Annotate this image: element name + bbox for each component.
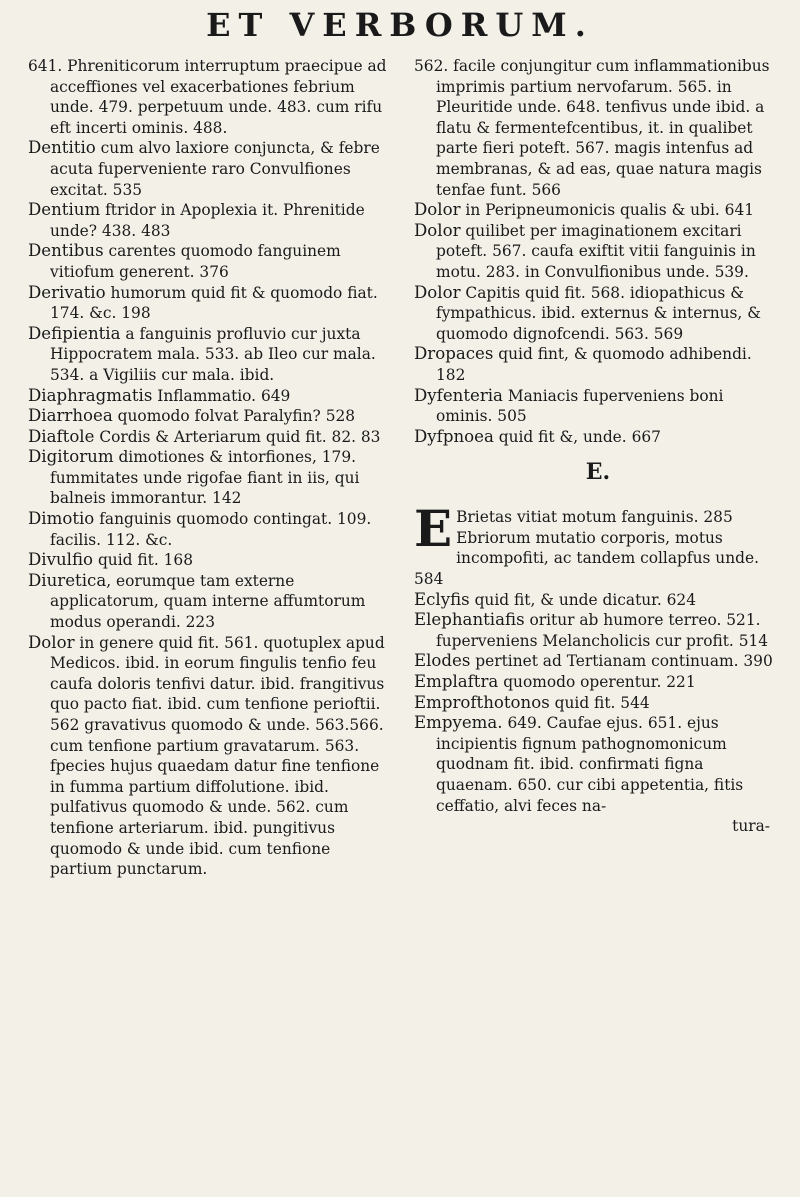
index-entry [28, 447, 396, 509]
entry-text: Maniacis fuperveniens boni ominis. 505 [436, 386, 724, 426]
entry-text: quid fit &, unde. 667 [493, 427, 661, 446]
entry-lemma: Diarrhoea [28, 406, 113, 426]
entry-text: humorum quid fit & quomodo fiat. 174. &c. 198 [50, 283, 378, 323]
entry-text: Capitis quid fit. 568. idiopathicus & fympathicus. ibid. externus & internus, & quomodo dignofcendi. 563. 569 [436, 283, 761, 343]
entry-text: Inflammatio. 649 [152, 386, 291, 405]
entry-lemma: Dolor [414, 282, 461, 302]
index-entry [414, 427, 782, 448]
index-entry [28, 550, 396, 571]
entry-text: a fanguinis profluvio cur juxta Hippocratem mala. 533. ab Ileo cur mala. 534. a Vigiliis cur mala. ibid. [50, 324, 376, 384]
entry-lemma: Dimotio [28, 509, 95, 529]
entry-text: in Peripneumonicis qualis & ubi. 641 [460, 201, 755, 220]
entry-lemma: Dolor [414, 200, 461, 220]
index-entry [414, 713, 782, 816]
entry-text: quilibet per imaginationem excitari poteft. 567. caufa exiftit vitii fanguinis in motu. 283. in Convulfionibus unde. 539. [436, 221, 756, 281]
index-entry [414, 200, 782, 221]
index-entry [28, 241, 396, 282]
entry-text: quid fit, & unde dicatur. 624 [469, 590, 696, 609]
left-column [28, 56, 396, 880]
entry-text: quid fint, & quomodo adhibendi. 182 [436, 345, 752, 384]
entry-text: ftridor in Apoplexia it. Phrenitide unde? 438. 483 [50, 201, 365, 240]
entry-lemma: Elephantiafis [414, 610, 525, 630]
entry-text: 562. facile conjungitur cum inflammationibus imprimis partium nervofarum. 565. in Pleuritide unde. 648. tenfivus unde ibid. a flatu & fermentefcentibus, it. in qualibet parte fieri poteft. 567. magis intenfus ad membranas, & ad eas, quae natura magis tenfae funt. 566 [414, 57, 770, 199]
index-entry [414, 56, 782, 200]
entry-text: quid fit. 544 [549, 693, 650, 712]
entry-lemma: Eclyfis [414, 589, 470, 609]
entry-text: , eorumque tam externe applicatorum, quam interne affumtorum modus operandi. 223 [50, 571, 366, 632]
entry-lemma: Divulfio [28, 550, 94, 570]
entry-text: 641. Phreniticorum interruptum praecipue ad acceffiones vel exacerbationes febrium unde. 479. perpetuum unde. 483. cum rifu eft incerti ominis. 488. [28, 57, 387, 137]
index-entry [28, 283, 396, 324]
catchword: tura- [732, 817, 770, 836]
index-entry [414, 283, 782, 345]
index-entry [28, 324, 396, 386]
entry-lemma: Defipientia [28, 323, 121, 343]
index-entry [28, 56, 396, 138]
index-entry [28, 406, 396, 427]
entry-text: 649. Caufae ejus. 651. ejus incipientis fignum pathognomonicum quodnam fit. ibid. confirmati figna quaenam. 650. cur cibi appetentia, fitis ceffatio, alvi feces na- [436, 714, 744, 815]
index-entry [28, 386, 396, 407]
entry-lemma: Empyema. [414, 713, 503, 733]
entry-lemma: Dyfpnoea [414, 426, 494, 446]
entry-text: quomodo operentur. 221 [498, 673, 696, 692]
entry-text: pertinet ad Tertianam continuam. 390 [470, 652, 773, 671]
entry-lemma: Emprofthotonos [414, 692, 550, 712]
entry-text: in genere quid fit. 561. quotuplex apud Medicos. ibid. in eorum fingulis tenfio feu caufa doloris tenfivi datur. ibid. frangitivus quo pacto fiat. ibid. cum tenfione perioftii. 562 gravativus quomodo & unde. 563.566. cum tenfione partium gravatarum. 563. fpecies hujus quaedam datur fine tenfione in fumma partium diffolutione. ibid. pulfativus quomodo & unde. 562. cum tenfione arteriarum. ibid. pungitivus quomodo & unde ibid. cum tenfione partium punctarum. [50, 633, 385, 879]
entry-lemma: Derivatio [28, 282, 106, 302]
entry-text: cum alvo laxiore conjuncta, & febre acuta fuperveniente raro Convulfiones excitat. 535 [50, 139, 380, 199]
entry-lemma: Elodes [414, 651, 471, 671]
index-entry [414, 610, 782, 651]
index-entry [28, 571, 396, 633]
entry-text: quomodo folvat Paralyfin? 528 [112, 407, 356, 426]
index-entry [414, 221, 782, 283]
index-entry [28, 427, 396, 448]
entry-text: dimotiones & intorfiones, 179. fummitates unde rigofae fiant in iis, qui balneis immorantur. 142 [50, 448, 360, 508]
index-entry [28, 633, 396, 880]
entry-lemma: Dentitio [28, 138, 96, 158]
index-entry [414, 344, 782, 385]
entry-lemma: Dolor [414, 220, 461, 240]
entry-lemma: Emplaftra [414, 672, 499, 692]
running-head: ET VERBORUM. [206, 6, 594, 44]
entry-text: quid fit. 168 [93, 551, 193, 570]
entry-lemma: Dentium [28, 200, 101, 220]
entry-lemma: Dentibus [28, 241, 104, 261]
entry-lemma: Dyfenteria [414, 385, 503, 405]
right-column [414, 56, 782, 837]
index-entry [28, 200, 396, 241]
dropcap-entry-text: Brietas vitiat motum fanguinis. 285 Ebriorum mutatio corporis, motus incompofiti, ac tandem collapfus unde. 584 [414, 508, 759, 589]
entry-text: oritur ab humore terreo. 521. fuperveniens Melancholicis cur profit. 514 [436, 611, 769, 650]
index-entry [28, 509, 396, 550]
index-entry [414, 651, 782, 672]
entry-lemma: Digitorum [28, 447, 114, 467]
index-entry [414, 693, 782, 714]
entry-lemma: Dropaces [414, 344, 494, 364]
entry-lemma: Diaphragmatis [28, 385, 153, 405]
index-entry [414, 672, 782, 693]
dropcap-entry [414, 499, 782, 589]
entry-text: fanguinis quomodo contingat. 109. facilis. 112. &c. [50, 510, 372, 549]
entry-lemma: Diuretica [28, 570, 107, 590]
entry-lemma: Diaftole [28, 426, 95, 446]
entry-text: carentes quomodo fanguinem vitiofum generent. 376 [50, 242, 341, 281]
entry-text: Cordis & Arteriarum quid fit. 82. 83 [94, 427, 381, 446]
dropcap-letter: E [414, 499, 453, 559]
entry-lemma: Dolor [28, 632, 75, 652]
index-entry [28, 138, 396, 200]
index-entry [414, 590, 782, 611]
index-entry [414, 386, 782, 427]
section-letter-heading: E. [585, 459, 611, 486]
